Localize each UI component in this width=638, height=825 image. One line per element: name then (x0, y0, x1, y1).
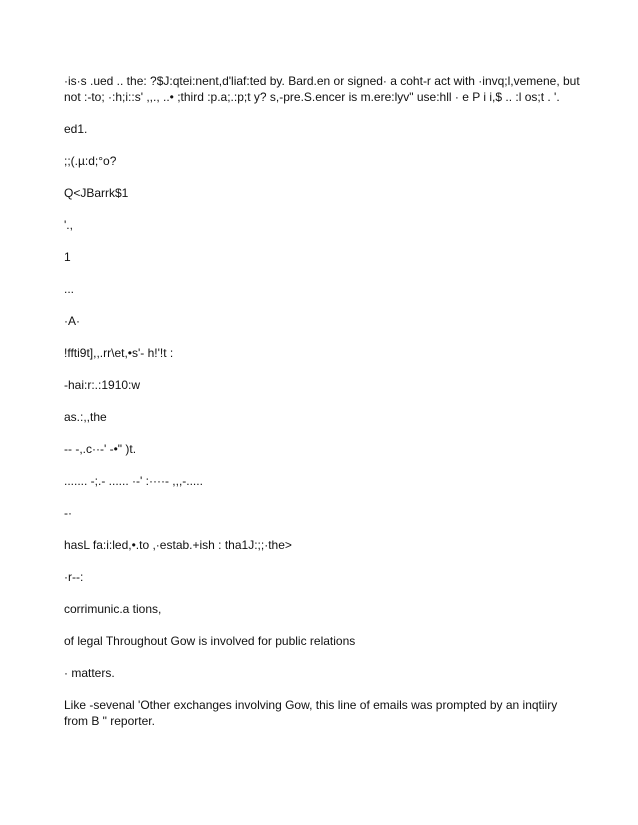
body-paragraph-18: of legal Throughout Gow is involved for public relations (64, 634, 356, 648)
body-paragraph-8: ·A· (64, 314, 80, 328)
body-paragraph-10: -hai:r:.:1910:w (64, 378, 141, 392)
body-paragraph-17: corrimunic.a tions, (64, 602, 162, 616)
body-paragraph-6: 1 (64, 250, 71, 264)
body-paragraph-19: · matters. (64, 666, 115, 680)
body-paragraph-5: '., (64, 218, 73, 232)
body-paragraph-4: Q<JBarrk$1 (64, 186, 129, 200)
body-paragraph-20: Like -sevenal 'Other exchanges involving Gow, this line of emails was prompted by an inqtiiry from B " reporter. (64, 698, 561, 728)
body-paragraph-3: ;;(.µ:d;°o? (64, 154, 117, 168)
body-paragraph-15: hasL fa:i:led,•.to ,·estab.+ish : tha1J:;;·the> (64, 538, 292, 552)
body-paragraph-11: as.:,,the (64, 410, 107, 424)
body-paragraph-14: -· (64, 506, 72, 520)
body-paragraph-2: ed1. (64, 122, 88, 136)
body-paragraph-1: ·is·s .ued .. the: ?$J:qtei:nent,d'liaf:ted by. Bard.en or signed· a coht-r act with ·invq;l,vemene, but not :-to; ·:h;i::s' ,,., ..• ;third :p.a;.:p;t y? s,-pre.S.encer is m.ere:lyv" use:hll · e P i i,$ .. :l os;t . '. (64, 74, 584, 104)
body-paragraph-16: ·r--: (64, 570, 84, 584)
body-paragraph-13: ....... -;.- ...... ·-' :····- ,,,-..... (64, 474, 203, 488)
body-paragraph-12: -- -,.c··-' -•" )t. (64, 442, 137, 456)
body-paragraph-7: ... (64, 282, 75, 296)
body-paragraph-9: !ffti9t],,.rr\et,•s'- h!'!t : (64, 346, 174, 360)
